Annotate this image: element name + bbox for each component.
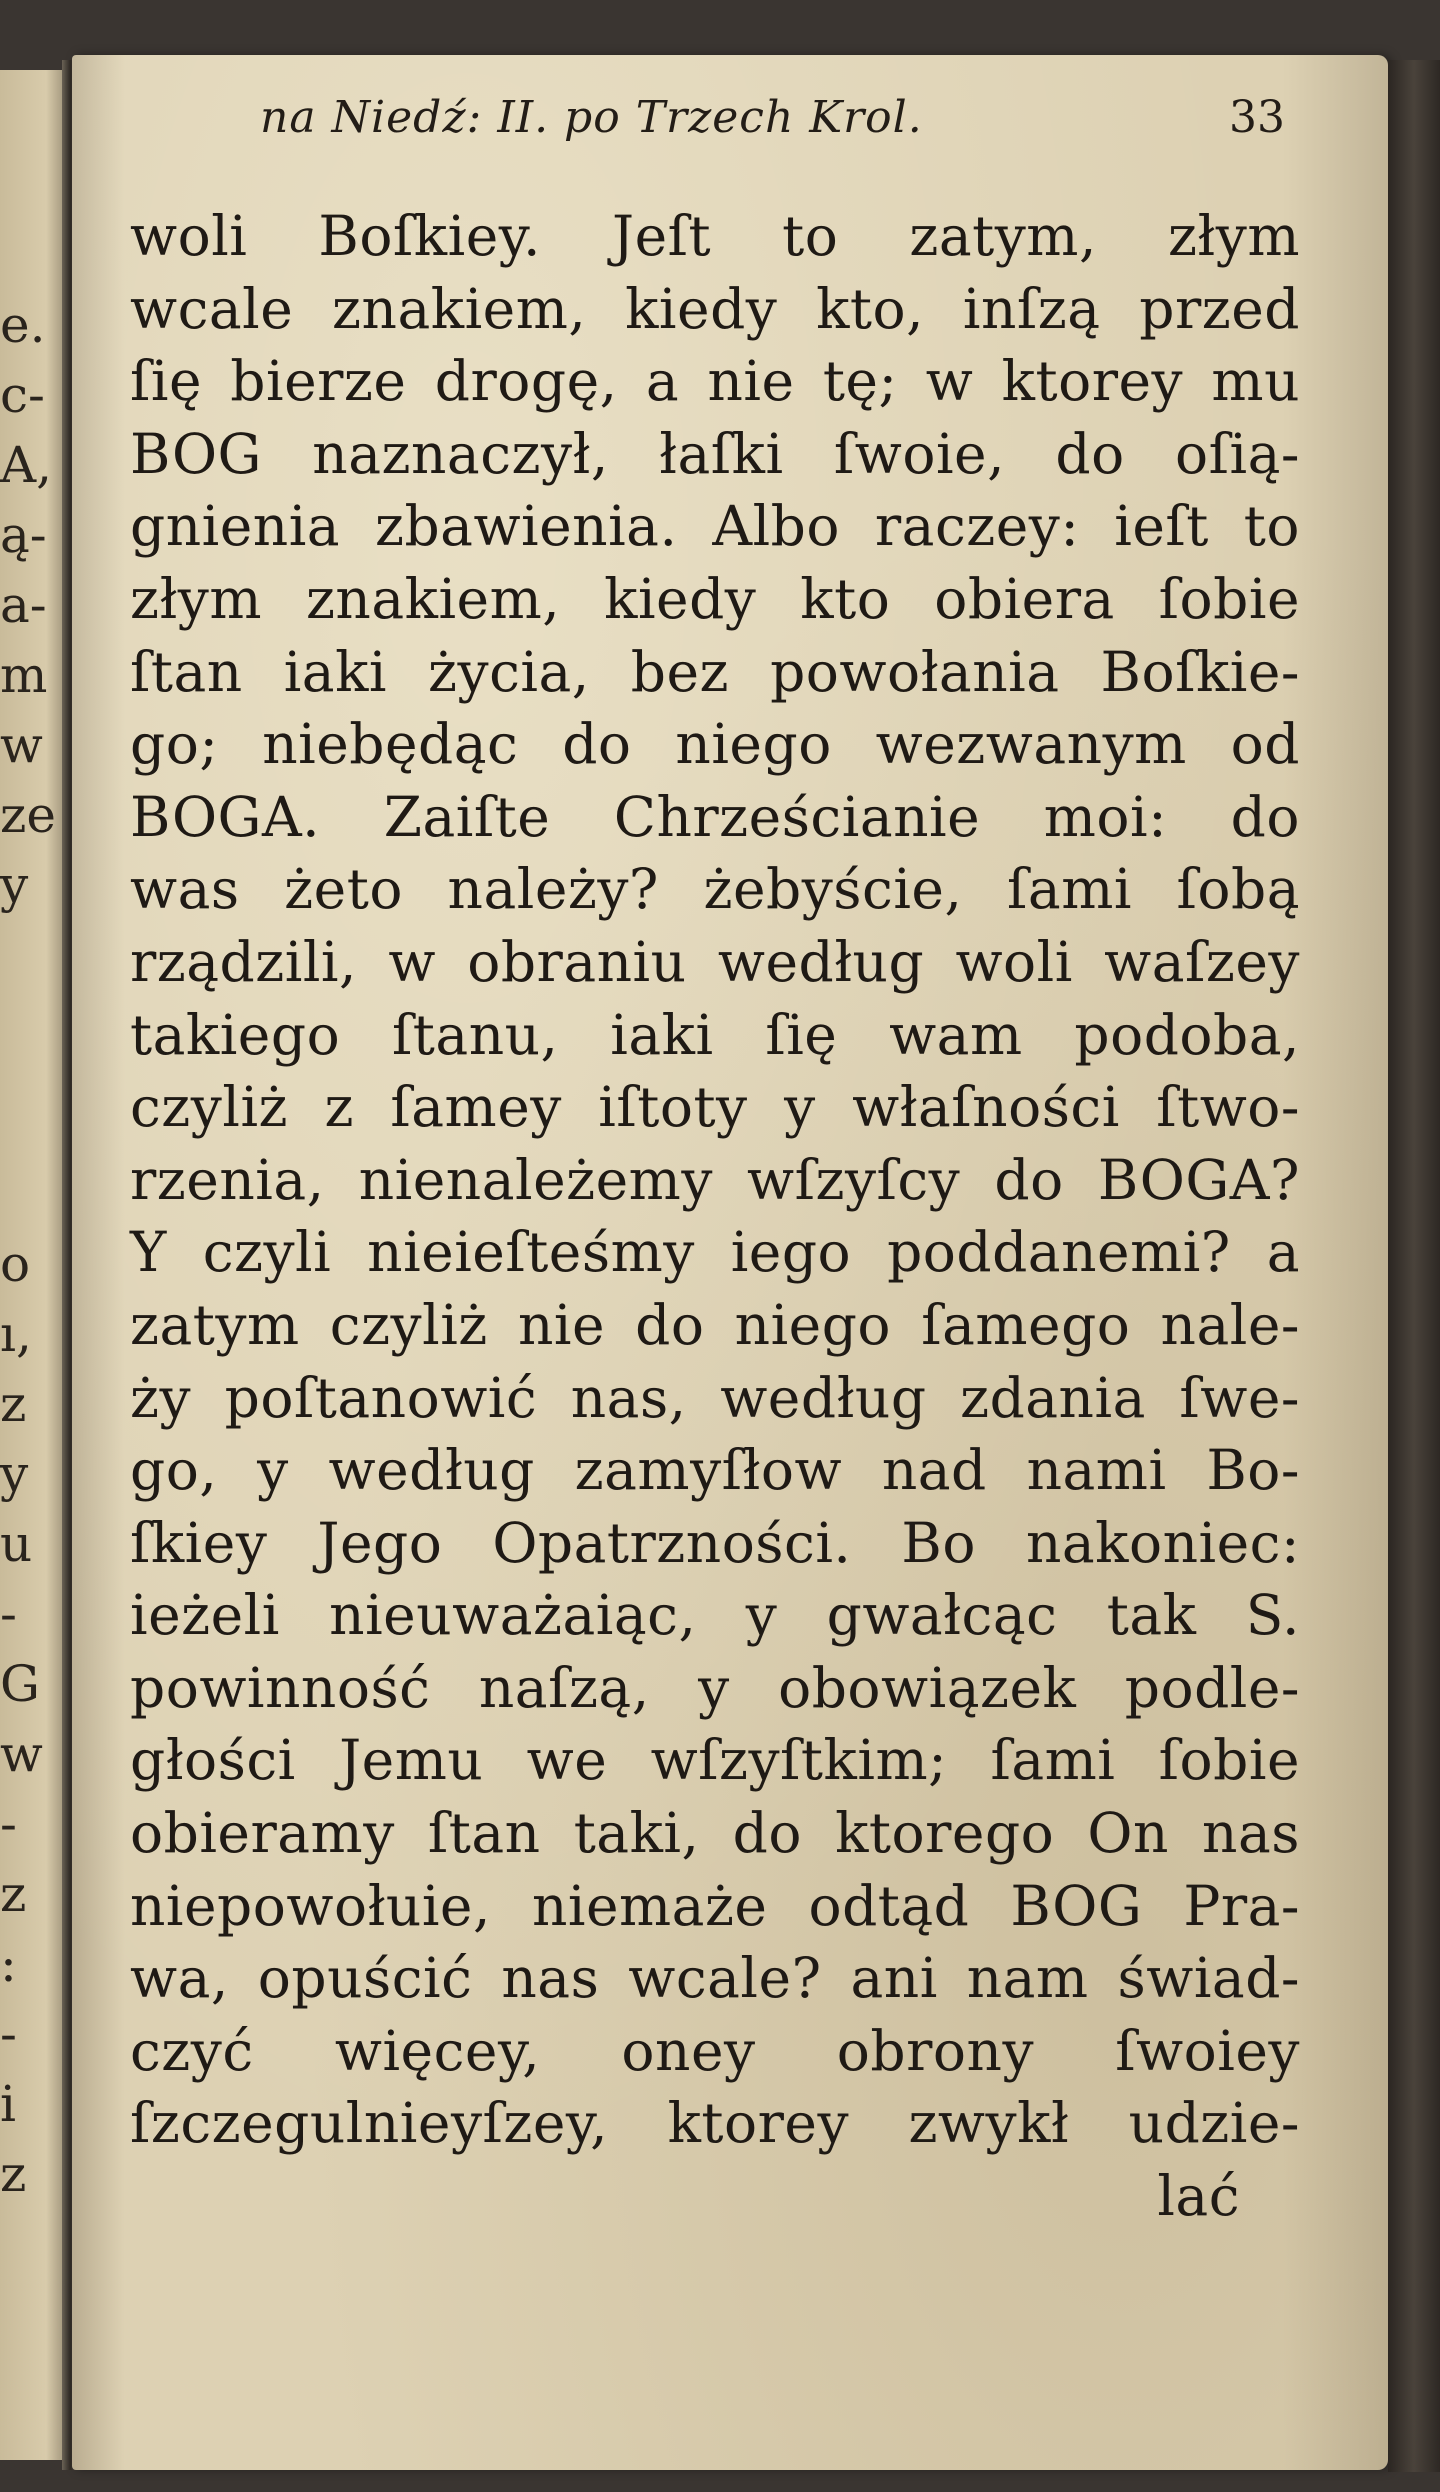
left-fragment: w [0,1725,43,1783]
text-line: ieżeli nieuważaiąc, y gwałcąc tak S. [130,1583,1300,1648]
left-fragment: u [0,1515,33,1573]
running-head-title: na Niedź: II. po Trzech Krol. [260,92,923,143]
left-page-fragments-top [0,290,62,920]
text-line: woli Boſkiey. Jeſt to zatym, złym [130,204,1300,268]
text-line: Y czyli nieieſteśmy iego poddanemi? a [130,1220,1300,1285]
left-fragment: ą- [0,506,47,564]
text-line: ży poſtanowić nas, według zdania ſwe- [130,1365,1300,1430]
left-fragment: - [0,2005,17,2063]
left-fragment: z [0,2145,27,2203]
body-text [130,200,1300,2233]
left-page-fragments-bottom [0,1230,62,2210]
text-line: was żeto należy? żebyście, ſami ſobą [130,857,1300,922]
running-head [200,92,1285,162]
left-fragment: G [0,1655,40,1713]
text-line: obieramy ſtan taki, do ktorego On nas [130,1801,1300,1866]
left-fragment: y [0,856,29,914]
text-line: ſtan iaki życia, bez powołania Boſkie- [130,639,1300,704]
text-line: rzenia, nienależemy wſzyſcy do BOGA? [130,1147,1300,1212]
text-line: głości Jemu we wſzyſtkim; ſami ſobie [130,1728,1300,1793]
left-fragment: e. [0,296,46,354]
left-page-edge [0,70,66,2460]
left-fragment: A, [0,436,53,494]
text-line: go, y według zamyſłow nad nami Bo- [130,1438,1300,1503]
text-line: czyć więcey, oney obrony ſwoiey [130,2018,1300,2083]
left-fragment: o [0,1235,31,1293]
text-line: powinność naſzą, y obowiązek podle- [130,1655,1300,1720]
left-fragment: c- [0,366,45,424]
left-fragment: i [0,2075,16,2133]
text-line: BOGA. Zaiſte Chrześcianie moi: do [130,784,1300,849]
left-fragment: z [0,1375,27,1433]
text-line: takiego ſtanu, iaki ſię wam podoba, [130,1002,1300,1067]
left-fragment: z [0,1865,27,1923]
text-line: rządzili, w obraniu według woli waſzey [130,929,1300,994]
text-line: ſkiey Jego Opatrzności. Bo nakoniec: [130,1510,1300,1575]
text-line: niepowołuie, niemaże odtąd BOG Pra- [130,1873,1300,1938]
left-fragment: ı, [0,1305,32,1363]
text-line: ſię bierze drogę, a nie tę; w ktorey mu [130,349,1300,414]
left-fragment: y [0,1445,29,1503]
left-fragment: : [0,1935,17,1993]
text-line: wa, opuścić nas wcale? ani nam świad- [130,1946,1300,2011]
left-fragment: a- [0,576,47,634]
text-line: BOG naznaczył, łaſki ſwoie, do oſią- [130,421,1300,486]
left-fragment: w [0,716,43,774]
text-line: go; niebędąc do niego wezwanym od [130,712,1300,777]
text-line: ſzczegulnieyſzey, ktorey zwykł udzie- [130,2091,1300,2156]
left-fragment: - [0,1585,17,1643]
left-fragment: ze [0,786,56,844]
text-line: złym znakiem, kiedy kto obiera ſobie [130,566,1300,631]
text-line: czyliż z ſamey iſtoty y właſności ſtwo- [130,1075,1300,1140]
left-fragment: - [0,1795,17,1853]
text-line: zatym czyliż nie do niego ſamego nale- [130,1292,1300,1357]
catchword: lać [1157,2164,1240,2229]
page-number: 33 [1229,92,1285,143]
left-fragment: m [0,646,48,704]
right-background-edge [1388,60,1440,2472]
text-line: gnienia zbawienia. Albo raczey: ieſt to [130,494,1300,559]
text-line: wcale znakiem, kiedy kto, inſzą przed [130,276,1300,341]
